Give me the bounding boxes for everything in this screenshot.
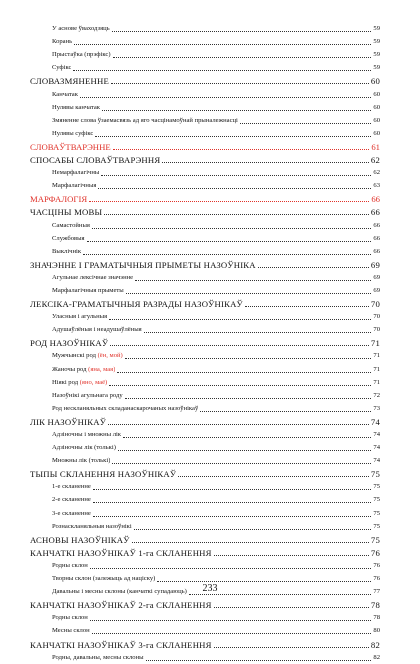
- toc-entry-page: 60: [373, 90, 380, 98]
- toc-entry-title: [30, 534, 130, 546]
- toc-entry[interactable]: [30, 205, 380, 218]
- dot-leader: [258, 267, 369, 268]
- toc-entry-page: 60: [370, 76, 380, 87]
- toc-entry-example: (яно, маё): [79, 378, 108, 386]
- toc-entry[interactable]: [30, 480, 380, 493]
- toc-entry[interactable]: [30, 310, 380, 323]
- toc-entry[interactable]: [30, 624, 380, 637]
- toc-entry-text: АСНОВЫ НАЗОЎНІКАЎ: [30, 534, 130, 545]
- toc-entry[interactable]: [30, 323, 380, 336]
- toc-entry-title: [52, 390, 123, 402]
- toc-entry-text: Нулявы суфікс: [52, 129, 94, 137]
- toc-entry[interactable]: [30, 598, 380, 611]
- toc-entry[interactable]: [30, 127, 380, 140]
- toc-entry-page: 75: [373, 483, 380, 491]
- toc-entry-page: 76: [370, 547, 380, 558]
- toc-entry[interactable]: [30, 441, 380, 454]
- toc-entry-page: 59: [373, 64, 380, 72]
- toc-entry[interactable]: [30, 271, 380, 284]
- dot-leader: [162, 162, 369, 163]
- toc-entry[interactable]: [30, 493, 380, 506]
- dot-leader: [178, 476, 369, 477]
- toc-entry-title: [52, 220, 90, 232]
- page-number: 233: [202, 583, 218, 594]
- toc-entry-title: [52, 180, 96, 192]
- toc-entry[interactable]: [30, 428, 380, 441]
- toc-entry-page: 66: [373, 221, 380, 229]
- toc-entry-page: 71: [373, 378, 380, 386]
- toc-entry-example: (ён, мой): [97, 352, 123, 360]
- toc-entry[interactable]: [30, 87, 380, 100]
- toc-entry-page: 75: [373, 496, 380, 504]
- dot-leader: [245, 306, 369, 307]
- toc-entry[interactable]: [30, 48, 380, 61]
- toc-entry[interactable]: [30, 232, 380, 245]
- toc-entry-title: [52, 481, 91, 493]
- toc-entry-title: [30, 639, 212, 651]
- toc-entry-page: 78: [370, 600, 380, 611]
- dot-leader: [125, 358, 372, 359]
- toc-entry-page: 76: [373, 561, 380, 569]
- toc-entry-page: 59: [373, 25, 380, 33]
- toc-entry[interactable]: [30, 101, 380, 114]
- toc-entry-text: СЛОВАЗМЯНЕННЕ: [30, 76, 109, 87]
- dot-leader: [109, 385, 371, 386]
- toc-entry-text: Родны, давальны, месны склоны: [52, 653, 144, 661]
- toc-entry-page: 59: [373, 51, 380, 59]
- toc-entry[interactable]: [30, 546, 380, 559]
- toc-entry-title: [52, 36, 72, 48]
- toc-entry-title: [52, 23, 110, 35]
- dot-leader: [93, 489, 372, 490]
- toc-entry-page: 71: [373, 352, 380, 360]
- toc-entry-text: Рознаскланяльныя назоўнікі: [52, 522, 132, 530]
- dot-leader: [104, 214, 369, 215]
- dot-leader: [200, 411, 371, 412]
- dot-leader: [144, 332, 372, 333]
- toc-entry[interactable]: [30, 140, 380, 153]
- toc-entry-title: [30, 141, 111, 153]
- toc-entry-text: Змяненне слова ўзаемасвязь ад яго часцінамоўнай прыналежнасці: [52, 116, 238, 124]
- toc-entry-text: Творны склон (залежыць ад націску): [52, 575, 156, 583]
- toc-entry-page: 60: [373, 103, 380, 111]
- toc-entry-text: Канчатак: [52, 90, 78, 98]
- toc-entry-page: 71: [370, 338, 380, 349]
- toc-entry[interactable]: [30, 520, 380, 533]
- toc-entry-page: 69: [373, 286, 380, 294]
- toc-entry[interactable]: [30, 611, 380, 624]
- toc-entry-text: Корань: [52, 38, 73, 46]
- toc-entry-title: [52, 429, 121, 441]
- dot-leader: [123, 437, 371, 438]
- toc-entry-title: [52, 560, 88, 572]
- toc-entry-title: [52, 49, 111, 61]
- toc-entry-text: Адзіночны лік (толькі): [52, 444, 116, 452]
- toc-entry-title: [30, 154, 160, 166]
- toc-entry[interactable]: [30, 245, 380, 258]
- toc-entry-text: Марфалагічныя: [52, 182, 97, 190]
- dot-leader: [74, 44, 371, 45]
- toc-entry-page: 70: [373, 326, 380, 334]
- toc-entry-title: [52, 102, 100, 114]
- dot-leader: [89, 201, 369, 202]
- dot-leader: [146, 660, 372, 661]
- toc-entry-page: 60: [373, 129, 380, 137]
- toc-entry-title: [30, 259, 256, 271]
- toc-entry[interactable]: [30, 533, 380, 546]
- toc-entry-text: Мужчынскі род: [52, 352, 98, 360]
- toc-entry-page: 74: [373, 431, 380, 438]
- toc-entry-page: 63: [373, 182, 380, 190]
- toc-entry-page: 76: [373, 575, 380, 583]
- toc-entry-title: [30, 416, 106, 428]
- dot-leader: [118, 450, 371, 451]
- toc-entry-title: [52, 246, 81, 258]
- toc-entry-text: Родны склон: [52, 561, 88, 569]
- dot-leader: [111, 83, 369, 84]
- toc-entry-text: Месны склон: [52, 627, 90, 635]
- toc-entry-text: КАНЧАТКІ НАЗОЎНІКАЎ 1-га СКЛАНЕННЯ: [30, 547, 212, 558]
- toc-entry[interactable]: [30, 74, 380, 87]
- toc-entry-page: 70: [370, 299, 380, 310]
- toc-entry[interactable]: [30, 153, 380, 166]
- toc-entry-title: [52, 167, 99, 179]
- dot-leader: [87, 241, 372, 242]
- toc-entry-text: Немарфалагічны: [52, 169, 100, 177]
- toc-entry-page: 73: [373, 404, 380, 412]
- toc-entry[interactable]: [30, 389, 380, 402]
- toc-entry[interactable]: [30, 376, 380, 389]
- toc-entry-title: [52, 612, 88, 624]
- toc-entry-page: 71: [373, 365, 380, 373]
- toc-entry[interactable]: [30, 114, 380, 127]
- toc-entry-title: [30, 75, 109, 87]
- toc-entry-text: Род нескланяльных складанаскарочаных назоўнікаў: [52, 404, 199, 412]
- toc-entry-page: 74: [370, 416, 380, 427]
- toc-entry-page: 82: [373, 653, 380, 661]
- toc-entry-page: 80: [373, 627, 380, 635]
- table-of-contents: [30, 22, 380, 664]
- dot-leader: [93, 516, 372, 517]
- toc-entry-text: 2-е скланенне: [52, 496, 91, 504]
- toc-entry[interactable]: [30, 467, 380, 480]
- toc-entry-text: Службовыя: [52, 234, 85, 242]
- toc-entry[interactable]: [30, 35, 380, 48]
- dot-leader: [112, 463, 371, 464]
- toc-entry-page: 77: [373, 588, 380, 596]
- toc-entry[interactable]: [30, 218, 380, 231]
- toc-entry-text: ЧАСЦІНЫ МОВЫ: [30, 207, 103, 218]
- toc-entry-text: ЗНАЧЭННЕ І ГРАМАТЫЧНЫЯ ПРЫМЕТЫ НАЗОЎНІКА: [30, 259, 256, 270]
- toc-entry-title: [52, 377, 107, 389]
- dot-leader: [112, 31, 372, 32]
- toc-entry-text: Адушаўлёныя і неадушаўлёныя: [52, 326, 142, 334]
- dot-leader: [92, 228, 371, 229]
- toc-entry[interactable]: [30, 284, 380, 297]
- toc-entry-page: 69: [370, 259, 380, 270]
- toc-entry-page: 59: [373, 38, 380, 46]
- toc-entry-page: 74: [373, 457, 380, 465]
- toc-entry-title: [52, 89, 78, 101]
- dot-leader: [109, 319, 371, 320]
- toc-entry-title: [30, 337, 108, 349]
- dot-leader: [240, 123, 372, 124]
- dot-leader: [189, 594, 372, 595]
- toc-entry[interactable]: [30, 61, 380, 74]
- toc-entry-title: [52, 324, 142, 336]
- toc-entry-title: [30, 599, 212, 611]
- dot-leader: [125, 398, 372, 399]
- toc-entry-text: Уласныя і агульныя: [52, 313, 108, 321]
- dot-leader: [108, 424, 369, 425]
- toc-entry-title: [52, 311, 107, 323]
- toc-entry-page: 74: [373, 444, 380, 452]
- dot-leader: [93, 502, 372, 503]
- dot-leader: [98, 188, 371, 189]
- toc-entry-title: [52, 521, 132, 533]
- toc-entry-text: КАНЧАТКІ НАЗОЎНІКАЎ 3-га СКЛАНЕННЯ: [30, 639, 212, 650]
- dot-leader: [73, 70, 371, 71]
- toc-entry-page: 66: [371, 194, 380, 205]
- dot-leader: [117, 372, 371, 373]
- toc-entry[interactable]: [30, 258, 380, 271]
- toc-entry-text: Выклічнік: [52, 247, 82, 255]
- toc-entry-title: [52, 494, 91, 506]
- toc-entry-title: [52, 625, 90, 637]
- toc-entry-text: СПОСАБЫ СЛОВАЎТВАРЭННЯ: [30, 155, 161, 166]
- dot-leader: [135, 280, 371, 281]
- dot-leader: [132, 542, 369, 543]
- toc-entry[interactable]: [30, 651, 380, 664]
- toc-entry[interactable]: [30, 192, 380, 205]
- toc-entry-title: [52, 128, 93, 140]
- toc-entry-title: [52, 403, 198, 415]
- dot-leader: [102, 110, 371, 111]
- toc-entry[interactable]: [30, 402, 380, 415]
- toc-entry-title: [52, 652, 144, 664]
- toc-entry-text: ЛІК НАЗОЎНІКАЎ: [30, 416, 107, 427]
- toc-entry-title: [52, 115, 238, 127]
- dot-leader: [214, 647, 369, 648]
- dot-leader: [83, 254, 371, 255]
- dot-leader: [95, 136, 371, 137]
- toc-entry-title: [30, 193, 87, 205]
- dot-leader: [214, 607, 369, 608]
- dot-leader: [134, 529, 372, 530]
- toc-entry-page: 60: [373, 116, 380, 124]
- toc-entry-page: 82: [370, 639, 380, 650]
- dot-leader: [92, 633, 372, 634]
- dot-leader: [90, 620, 372, 621]
- toc-entry-page: 69: [373, 273, 380, 281]
- toc-entry-page: 75: [373, 509, 380, 517]
- toc-entry-text: Давальны і месны склоны (канчаткі супадаюць): [52, 588, 187, 596]
- toc-entry-title: [52, 285, 124, 297]
- toc-entry-title: [52, 508, 91, 520]
- toc-entry-text: Жаночы род: [52, 365, 89, 373]
- toc-entry-text: Прыстаўка (прэфікс): [52, 51, 111, 59]
- toc-entry-page: 62: [370, 155, 380, 166]
- toc-entry-title: [30, 206, 102, 218]
- toc-entry-text: КАНЧАТКІ НАЗОЎНІКАЎ 2-га СКЛАНЕННЯ: [30, 600, 212, 611]
- dot-leader: [90, 568, 372, 569]
- toc-entry-page: 62: [373, 169, 380, 177]
- toc-entry[interactable]: [30, 362, 380, 375]
- dot-leader: [157, 581, 371, 582]
- dot-leader: [113, 57, 372, 58]
- toc-entry-text: У аснове ўваходзяць: [52, 25, 110, 33]
- toc-entry-text: Самастойныя: [52, 221, 90, 229]
- toc-entry-text: 3-е скланенне: [52, 509, 91, 517]
- toc-entry-text: МАРФАЛОГІЯ: [30, 194, 88, 205]
- toc-entry-title: [52, 233, 85, 245]
- dot-leader: [214, 555, 369, 556]
- toc-entry-page: 66: [373, 234, 380, 242]
- toc-entry-text: Ніякі род: [52, 378, 80, 386]
- toc-entry-text: Адзіночны і множны лік: [52, 431, 122, 438]
- toc-entry-page: 75: [370, 534, 380, 545]
- toc-entry-page: 75: [370, 469, 380, 480]
- toc-entry-text: Назоўнікі агульнага роду: [52, 391, 123, 399]
- toc-entry-example: (яна, мая): [88, 365, 116, 373]
- toc-entry[interactable]: [30, 349, 380, 362]
- toc-entry[interactable]: [30, 22, 380, 35]
- toc-entry-text: СЛОВАЎТВАРЭННЕ: [30, 141, 111, 152]
- toc-entry-text: Марфалагічныя прыметы: [52, 286, 124, 294]
- dot-leader: [101, 175, 371, 176]
- toc-entry-text: Агульнае лексічнае значэнне: [52, 273, 134, 281]
- toc-entry-text: ЛЕКСІКА-ГРАМАТЫЧНЫЯ РАЗРАДЫ НАЗОЎНІКАЎ: [30, 299, 243, 310]
- toc-entry-page: 75: [373, 522, 380, 530]
- toc-entry-page: 70: [373, 313, 380, 321]
- toc-entry-page: 72: [373, 391, 380, 399]
- toc-entry-title: [52, 350, 123, 362]
- toc-entry-page: 66: [373, 247, 380, 255]
- toc-entry-text: Множны лік (толькі): [52, 457, 111, 465]
- toc-entry[interactable]: [30, 559, 380, 572]
- toc-entry-title: [52, 272, 133, 284]
- toc-entry-text: Нулявы канчатак: [52, 103, 101, 111]
- dot-leader: [110, 345, 369, 346]
- dot-leader: [113, 149, 370, 150]
- toc-entry-text: ТЫПЫ СКЛАНЕННЯ НАЗОЎНІКАЎ: [30, 469, 177, 480]
- toc-entry[interactable]: [30, 454, 380, 467]
- toc-entry-title: [52, 455, 110, 467]
- toc-entry[interactable]: [30, 415, 380, 428]
- toc-entry-title: [52, 442, 116, 454]
- toc-entry-title: [30, 298, 243, 310]
- toc-entry-title: [52, 62, 71, 74]
- toc-entry[interactable]: [30, 506, 380, 519]
- dot-leader: [126, 293, 372, 294]
- toc-entry-page: 66: [370, 207, 380, 218]
- toc-entry[interactable]: [30, 336, 380, 349]
- toc-entry-text: 1-е скланенне: [52, 483, 91, 491]
- toc-entry-title: [30, 468, 176, 480]
- toc-entry-text: Суфікс: [52, 64, 72, 72]
- toc-entry[interactable]: [30, 166, 380, 179]
- toc-entry-text: Родны склон: [52, 614, 88, 622]
- toc-entry-title: [52, 364, 115, 376]
- toc-entry-text: РОД НАЗОЎНІКАЎ: [30, 338, 109, 349]
- dot-leader: [80, 97, 371, 98]
- toc-entry-title: [30, 547, 212, 559]
- toc-entry[interactable]: [30, 637, 380, 650]
- toc-entry-page: 61: [371, 141, 380, 152]
- toc-entry[interactable]: [30, 297, 380, 310]
- toc-entry[interactable]: [30, 179, 380, 192]
- toc-entry-page: 78: [373, 614, 380, 622]
